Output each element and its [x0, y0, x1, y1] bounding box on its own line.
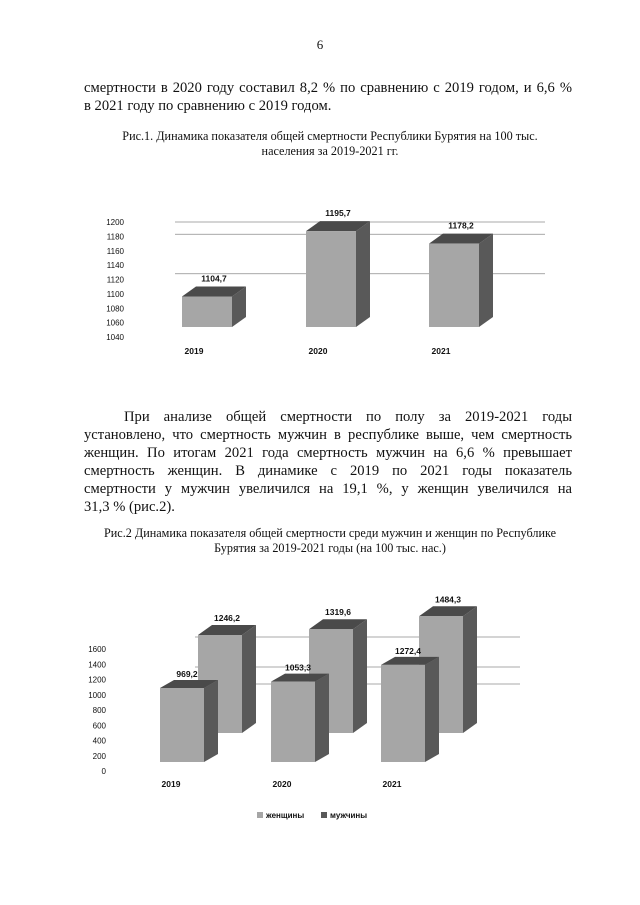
text-line: смертности в 2020 году составил 8,2 % по сравнению с 2019 годом, и 6,6 %: [84, 80, 572, 96]
bar: [182, 296, 232, 327]
data-label: 1104,7: [201, 273, 227, 284]
figure2-chart: [0, 585, 640, 855]
caption-line: населения за 2019-2021 гг.: [261, 144, 399, 158]
figure1-chart: [0, 175, 640, 415]
data-label-women: 1053,3: [285, 662, 311, 673]
x-tick-label: 2020: [272, 779, 292, 789]
body-paragraph: [84, 408, 572, 516]
legend-label-men: мужчины: [330, 811, 368, 820]
y-tick-label: 1040: [106, 333, 124, 342]
text-line: в 2021 году по сравнению с 2019 годом.: [84, 98, 332, 114]
y-tick-label: 1080: [106, 304, 124, 314]
intro-paragraph: [84, 79, 572, 115]
y-tick-label: 200: [92, 751, 106, 761]
x-tick-label: 2019: [161, 779, 181, 789]
bar: [429, 244, 479, 327]
bar-women-side: [425, 657, 439, 762]
caption-line: Рис.2 Динамика показателя общей смертности среди мужчин и женщин по Республике: [103, 526, 557, 540]
x-tick-label: 2021: [431, 346, 451, 356]
y-tick-label: 1200: [88, 675, 106, 685]
bar-men-side: [242, 625, 256, 733]
bar-women: [381, 665, 425, 762]
legend-label-women: женщины: [266, 811, 305, 820]
bar-side: [479, 234, 493, 327]
y-tick-label: 0: [101, 767, 106, 776]
data-label-women: 969,2: [176, 669, 198, 679]
bar-women: [160, 688, 204, 762]
x-tick-label: 2020: [308, 346, 328, 356]
y-tick-label: 400: [92, 736, 106, 746]
y-tick-label: 1140: [106, 261, 124, 271]
data-label-women: 1272,4: [395, 645, 421, 656]
data-label: 1178,2: [448, 220, 474, 231]
text-line: установлено, что смертность мужчин в республике выше, чем смертность: [84, 427, 572, 443]
data-label-men: 1319,6: [325, 607, 351, 618]
page-number: 6: [316, 37, 324, 52]
y-tick-label: 1180: [106, 232, 124, 242]
data-label-men: 1484,3: [435, 594, 461, 605]
text-line: При анализе общей смертности по полу за 2019-2021 годы: [124, 409, 572, 425]
bar: [306, 231, 356, 327]
data-label-men: 1246,2: [214, 613, 240, 623]
bar-side: [356, 221, 370, 327]
legend-swatch-women: [257, 812, 263, 818]
caption-line: Бурятия за 2019-2021 годы (на 100 тыс. нас.): [214, 541, 446, 555]
y-tick-label: 1200: [106, 218, 124, 227]
y-tick-label: 1060: [106, 318, 124, 328]
bar-women-side: [315, 674, 329, 762]
legend-swatch-men: [321, 812, 327, 818]
y-tick-label: 800: [92, 706, 106, 715]
data-label: 1195,7: [325, 208, 351, 219]
y-tick-label: 1120: [106, 275, 124, 285]
y-tick-label: 1160: [106, 246, 124, 256]
figure2-caption: [80, 526, 580, 556]
caption-line: Рис.1. Динамика показателя общей смертности Республики Бурятия на 100 тыс.: [122, 129, 538, 143]
bar-men-side: [463, 606, 477, 733]
text-line: 31,3 % (рис.2).: [84, 499, 175, 515]
bar-men-side: [353, 619, 367, 733]
x-tick-label: 2021: [382, 779, 402, 789]
bar-women-side: [204, 680, 218, 762]
y-tick-label: 1400: [88, 660, 106, 670]
text-line: смертности у мужчин увеличился на 19,1 %, у женщин увеличился на: [84, 481, 572, 497]
y-tick-label: 1600: [88, 645, 106, 654]
y-tick-label: 1000: [88, 690, 106, 700]
y-tick-label: 1100: [106, 289, 124, 299]
bar-women: [271, 682, 315, 762]
figure1-caption: [80, 129, 580, 159]
text-line: женщин. По итогам 2021 года смертность мужчин на 6,6 % превышает: [84, 445, 572, 461]
x-tick-label: 2019: [184, 346, 204, 356]
text-line: смертность женщин. В динамике с 2019 по 2021 годы показатель: [84, 463, 572, 479]
y-tick-label: 600: [92, 721, 106, 731]
